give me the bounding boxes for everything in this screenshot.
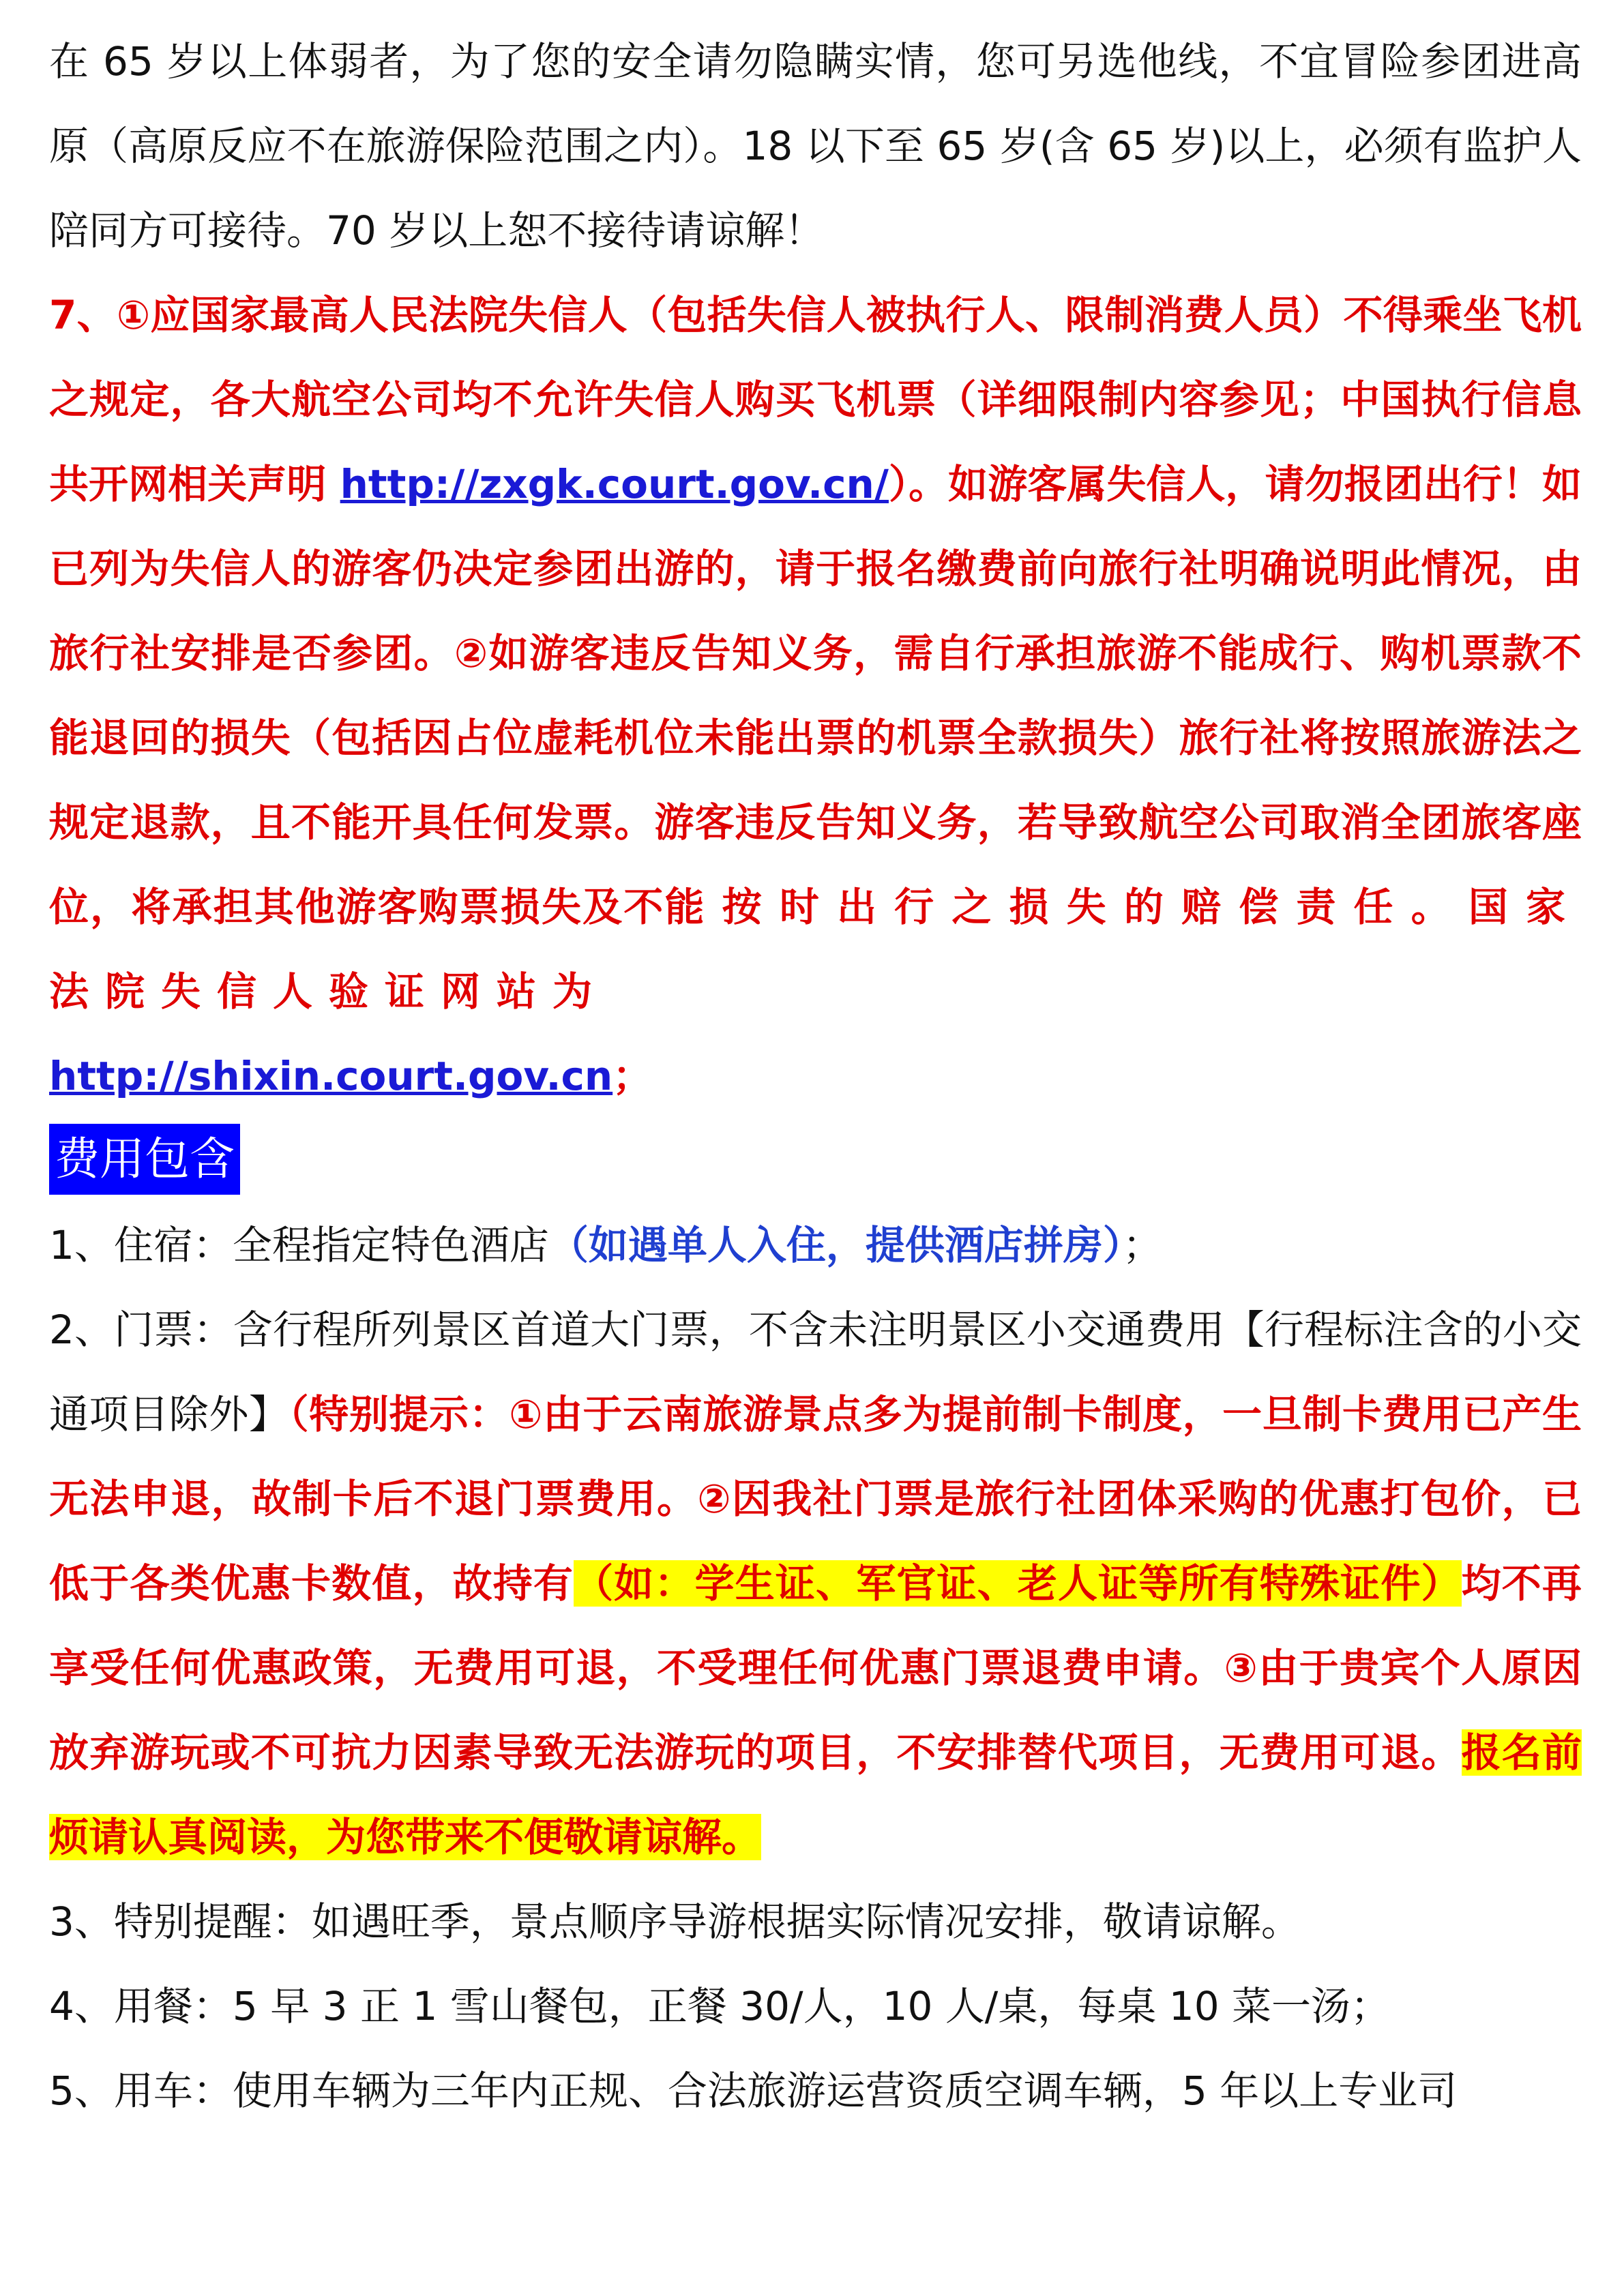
vehicle-text: 5、用车：使用车辆为三年内正规、合法旅游运营资质空调车辆，5 年以上专业司 xyxy=(49,2068,1458,2114)
fee-item-accommodation xyxy=(49,1203,1582,1287)
tickets-highlight-certificates: （如：学生证、军官证、老人证等所有特殊证件） xyxy=(574,1560,1462,1607)
age-notice-text: 在 65 岁以上体弱者，为了您的安全请勿隐瞒实情，您可另选他线，不宜冒险参团进高原（高原反应不在旅游保险范围之内）。18 以下至 65 岁(含 65 岁)以上，必须有监护人陪同方可接待。70 岁以上恕不接待请谅解！ xyxy=(49,38,1582,254)
accommodation-end: ； xyxy=(1122,1222,1162,1268)
tickets-special-notice-2: 均不再享受任何优惠政策，无费用可退，不受理任何优惠门票退费申请。③由于贵宾个人原因放弃游玩或不可抗力因素导致无法游玩的项目，不安排替代项目，无费用可退。 xyxy=(49,1560,1582,1776)
item7-spaced-text: 能按时出行之损失的赔偿责任。国家法院失信人验证网站为 xyxy=(49,884,1582,1015)
item7-tail: ； xyxy=(612,1053,653,1099)
dishonest-person-notice xyxy=(49,273,1582,1118)
meals-text: 4、用餐：5 早 3 正 1 雪山餐包，正餐 30/人，10 人/桌，每桌 10 菜一汤； xyxy=(49,1983,1391,2029)
shixin-link[interactable]: http://shixin.court.gov.cn xyxy=(49,1053,613,1099)
zxgk-link[interactable]: http://zxgk.court.gov.cn/ xyxy=(340,461,889,507)
tickets-label: 2、门票：含行程所列景区首道大门票，不含未注明景区小交通费用【行程标注含的小交通项目除外】 xyxy=(49,1307,1582,1437)
item7-text-part1: 7、①应国家最高人民法院失信人（包括失信人被执行人、限制消费人员）不得乘坐飞机之规定，各大航空公司均不允许失信人购买飞机票（详细限制内容参见；中国执行信息共开网相关声明 xyxy=(49,292,1582,507)
accommodation-note: （如遇单人入住，提供酒店拼房） xyxy=(548,1222,1123,1268)
tickets-special-notice-1: （特别提示：①由于云南旅游景点多为提前制卡制度，一旦制卡费用已产生无法申退，故制卡后不退门票费用。②因我社门票是旅行社团体采购的优惠打包价，已低于各类优惠卡数值，故持有 xyxy=(49,1391,1582,1607)
age-notice-paragraph xyxy=(49,19,1582,273)
document-page xyxy=(49,19,1582,2133)
reminder-text: 3、特别提醒：如遇旺季，景点顺序导游根据实际情况安排，敬请谅解。 xyxy=(49,1898,1301,1945)
fees-heading: 费用包含 xyxy=(49,1124,240,1195)
tickets-highlight-read-carefully: 报名前烦请认真阅读，为您带来不便敬请谅解。 xyxy=(49,1729,1582,1860)
fee-item-reminder xyxy=(49,1879,1582,1964)
accommodation-label: 1、住宿：全程指定特色酒店 xyxy=(49,1222,549,1268)
fee-item-meals xyxy=(49,1964,1582,2048)
fee-item-vehicle xyxy=(49,2048,1582,2133)
fees-heading-row xyxy=(49,1118,1582,1203)
fee-item-tickets xyxy=(49,1287,1582,1879)
item7-text-part2: ）。如游客属失信人，请勿报团出行！如已列为失信人的游客仍决定参团出游的，请于报名缴费前向旅行社明确说明此情况，由旅行社安排是否参团。②如游客违反告知义务，需自行承担旅游不能成行、购机票款不能退回的损失（包括因占位虚耗机位未能出票的机票全款损失）旅行社将按照旅游法之规定退款，且不能开具任何发票。游客违反告知义务，若导致航空公司取消全团旅客座位，将承担其他游客购票损失及不 xyxy=(49,461,1582,930)
